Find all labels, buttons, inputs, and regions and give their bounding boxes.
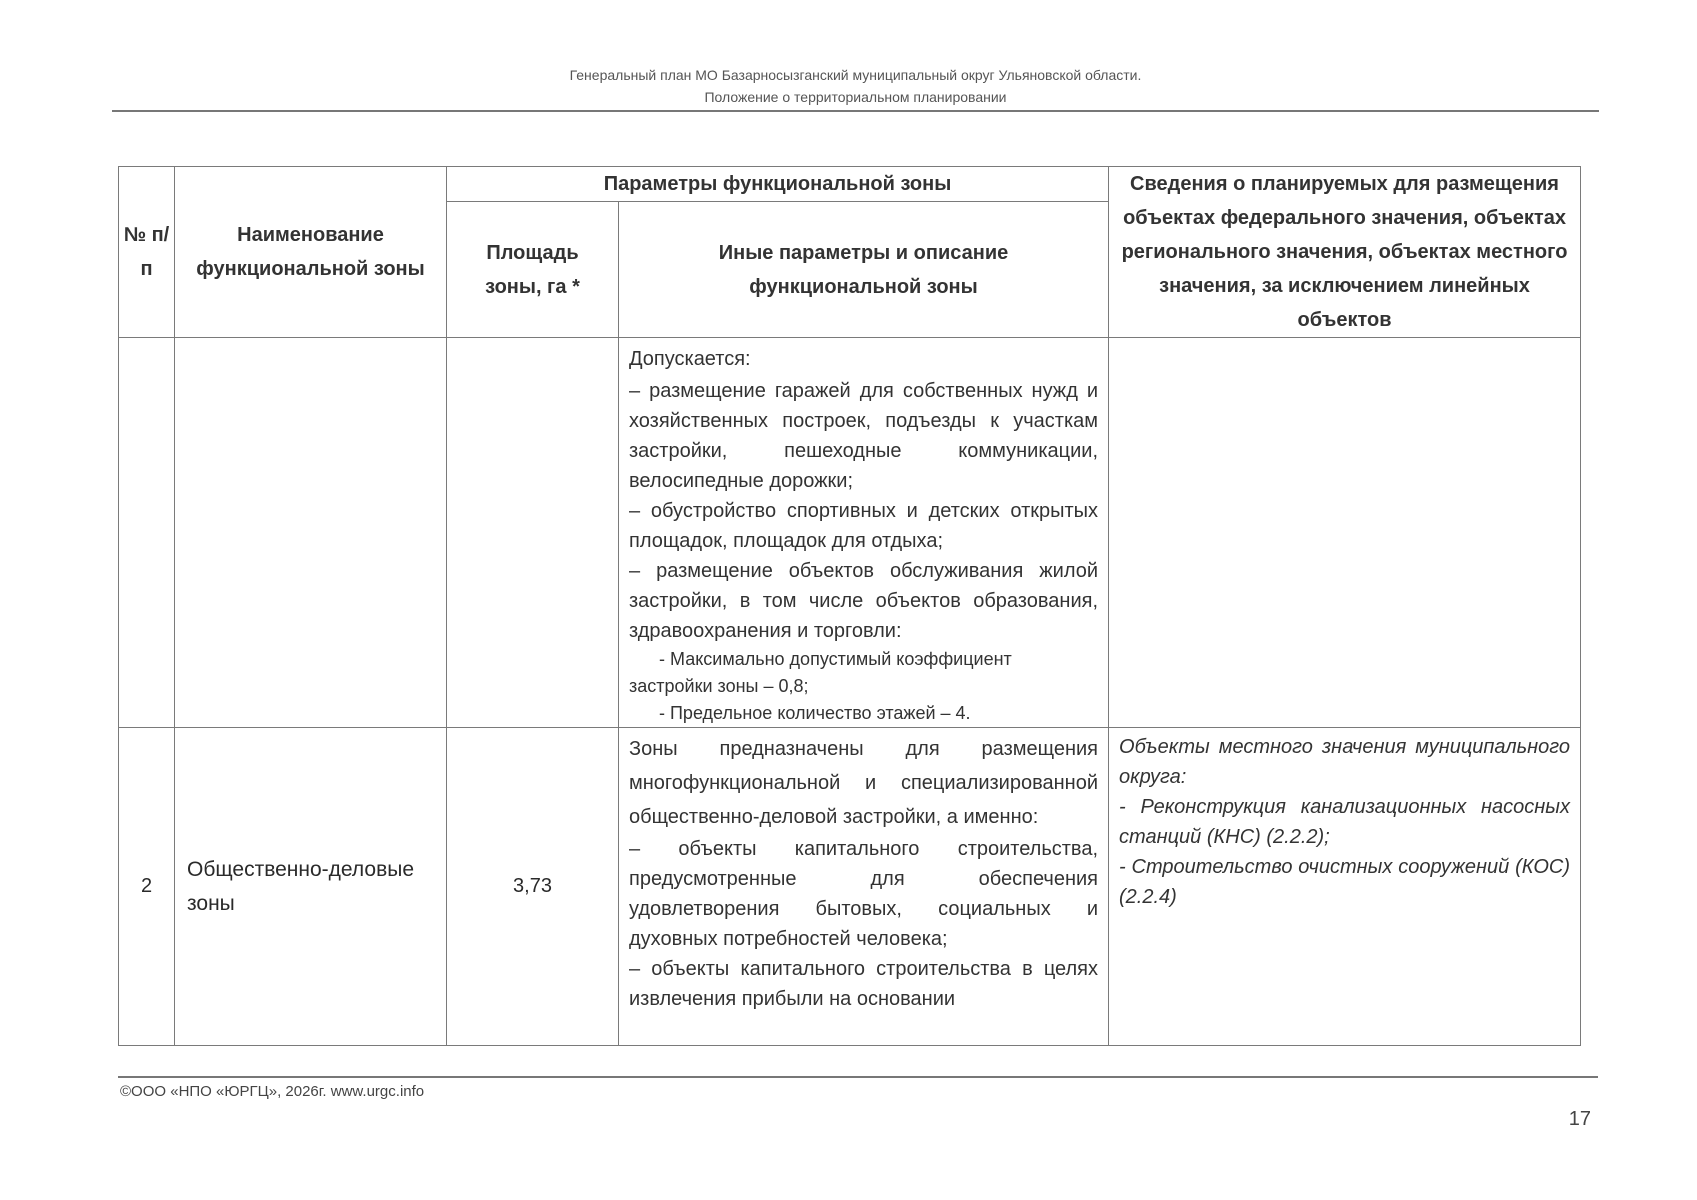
footer-copyright: ©ООО «НПО «ЮРГЦ», 2026г. www.urgc.info: [120, 1083, 425, 1100]
row1-desc-param: - Максимально допустимый коэффициент застройки зоны – 0,8;: [629, 649, 1012, 696]
row2-number: 2: [119, 728, 175, 1046]
document-header: [112, 64, 1599, 108]
page-number: 17: [1568, 1108, 1591, 1130]
row2-objects-item: - Строительство очистных сооружений (КОС) (2.2.4): [1119, 856, 1571, 908]
header-other-parameters: Иные параметры и описание функциональной зоны: [619, 202, 1109, 338]
row2-description: [619, 728, 1109, 1046]
footer-divider: [118, 1076, 1598, 1078]
table-row: [119, 728, 1581, 1046]
row2-planned-objects: [1109, 728, 1581, 1046]
row2-desc-item: – объекты капитального строительства в целях извлечения прибыли на основании: [629, 958, 1099, 1010]
row2-objects-title: Объекты местного значения муниципального округа:: [1119, 736, 1571, 788]
row2-desc-intro: Зоны предназначены для размещения многофункциональной и специализированной общественно-деловой застройки, а именно:: [629, 738, 1099, 828]
table-row: [119, 338, 1581, 728]
row1-desc-param: - Предельное количество этажей – 4.: [659, 703, 971, 723]
row1-zone-area: [447, 338, 619, 728]
row1-description: [619, 338, 1109, 728]
row2-desc-item: – объекты капитального строительства, предусмотренные для обеспечения удовлетворения бытовых, социальных и духовных потребностей человека;: [629, 838, 1099, 950]
functional-zones-table: [118, 166, 1581, 1046]
header-planned-objects: Сведения о планируемых для размещения объектах федерального значения, объектах регионального значения, объектах местного значения, за исключением линейных объектов: [1109, 167, 1581, 338]
row1-desc-item: – размещение объектов обслуживания жилой застройки, в том числе объектов образования, здравоохранения и торговли:: [629, 560, 1099, 642]
header-zone-name: Наименование функциональной зоны: [175, 167, 447, 338]
row1-number: [119, 338, 175, 728]
row2-objects-item: - Реконструкция канализационных насосных станций (КНС) (2.2.2);: [1119, 796, 1571, 848]
row1-planned-objects: [1109, 338, 1581, 728]
header-zone-area: Площадь зоны, га *: [447, 202, 619, 338]
header-zone-parameters: Параметры функциональной зоны: [447, 167, 1109, 202]
header-divider: [112, 110, 1599, 112]
row2-zone-name: Общественно-деловые зоны: [175, 728, 447, 1046]
row1-zone-name: [175, 338, 447, 728]
header-subtitle-line: Положение о территориальном планировании: [704, 89, 1007, 105]
row2-zone-area: 3,73: [447, 728, 619, 1046]
row1-desc-item: – размещение гаражей для собственных нужд и хозяйственных построек, подъезды к участкам застройки, пешеходные коммуникации, велосипедные дорожки;: [629, 380, 1099, 492]
row1-desc-item: – обустройство спортивных и детских открытых площадок, площадок для отдыха;: [629, 500, 1099, 552]
header-number: № п/п: [119, 167, 175, 338]
header-title-line: Генеральный план МО Базарносызганский муниципальный округ Ульяновской области.: [569, 67, 1142, 83]
row1-desc-intro: Допускается:: [629, 348, 751, 370]
